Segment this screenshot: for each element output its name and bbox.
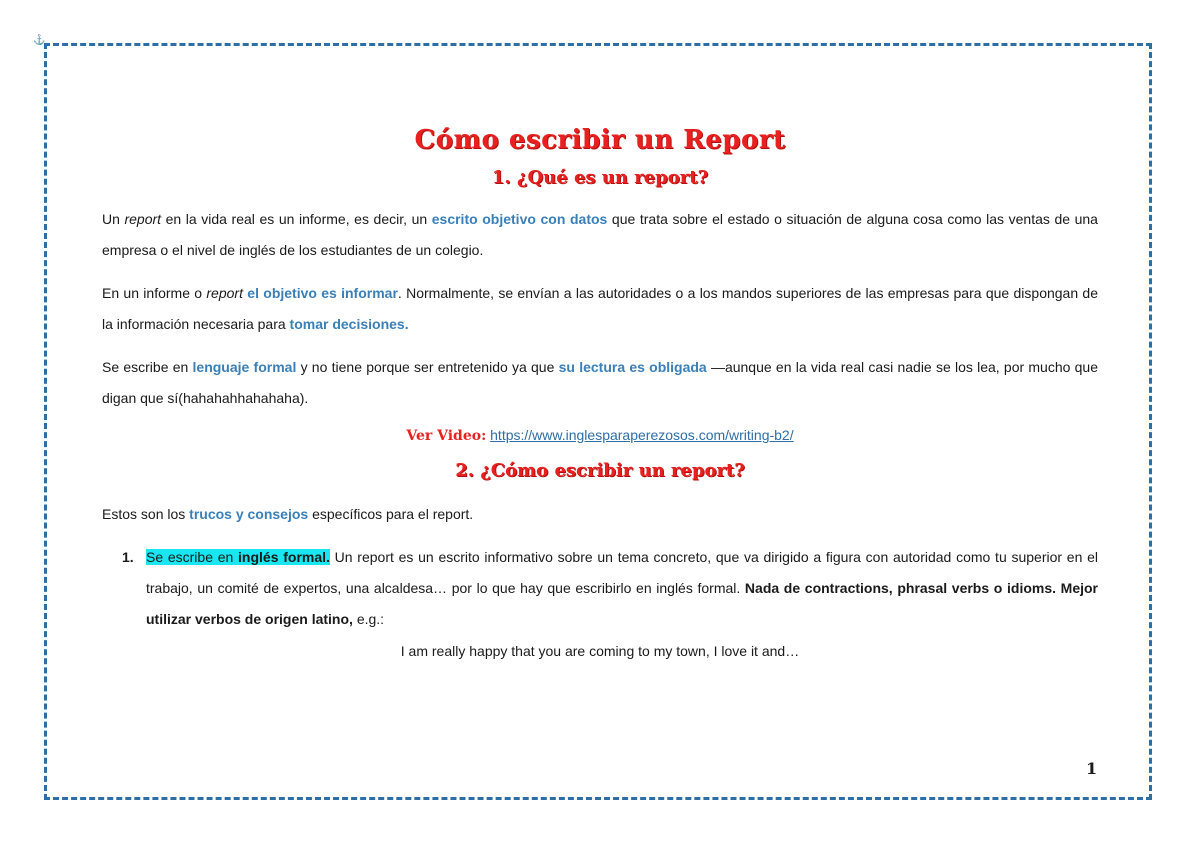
tips-list: [102, 542, 1098, 635]
paragraph-1: Un report en la vida real es un informe, es decir, un escrito objetivo con datos que trata sobre el estado o situación de alguna cosa como las ventas de una empresa o el nivel de inglés de los estudiantes de un colegio.: [102, 211, 1098, 258]
paragraph-3: Se escribe en lenguaje formal y no tiene porque ser entretenido ya que su lectura es obligada —aunque en la vida real casi nadie se los lea, por mucho que digan que sí(hahahahhahahaha).: [102, 359, 1098, 406]
highlighted-phrase: Se escribe en inglés formal.: [146, 549, 330, 565]
video-link[interactable]: https://www.inglesparaperezosos.com/writing-b2/: [490, 427, 794, 443]
list-item: 1. Se escribe en inglés formal. Un report es un escrito informativo sobre un tema concreto, que va dirigido a figura con autoridad como tu superior en el trabajo, un comité de expertos, una alcaldesa… por lo que hay que escribirlo en inglés formal. Nada de contractions, phrasal verbs o idioms. Mejor utilizar verbos de origen latino, e.g.:: [102, 542, 1098, 635]
anchor-icon: ⚓: [33, 35, 46, 46]
highlight-term: escrito objetivo con datos: [431, 211, 608, 227]
section-heading-2: 2. ¿Cómo escribir un report?: [455, 460, 745, 481]
section-heading-1: 1. ¿Qué es un report?: [491, 167, 709, 188]
list-number: 1.: [122, 549, 134, 565]
highlight-term: lenguaje formal: [192, 359, 297, 375]
highlight-term: tomar decisiones.: [289, 316, 409, 332]
paragraph-2: En un informe o report el objetivo es informar. Normalmente, se envían a las autoridades o a los mandos superiores de las empresas para que dispongan de la información necesaria para tomar decisiones.: [102, 285, 1099, 332]
video-label: Ver Video:: [406, 428, 487, 444]
example-sentence: I am really happy that you are coming to my town, I love it and…: [400, 643, 800, 659]
video-line: [102, 424, 1098, 447]
document-title: Cómo escribir un Report: [414, 125, 786, 155]
document-body: [102, 118, 1098, 665]
highlight-term: trucos y consejos: [189, 506, 309, 522]
highlight-term: su lectura es obligada: [558, 359, 707, 375]
section-2-intro: Estos son los trucos y consejos específicos para el report.: [102, 506, 474, 522]
page-number: 1: [1086, 759, 1098, 778]
highlight-term: el objetivo es informar: [247, 285, 398, 301]
